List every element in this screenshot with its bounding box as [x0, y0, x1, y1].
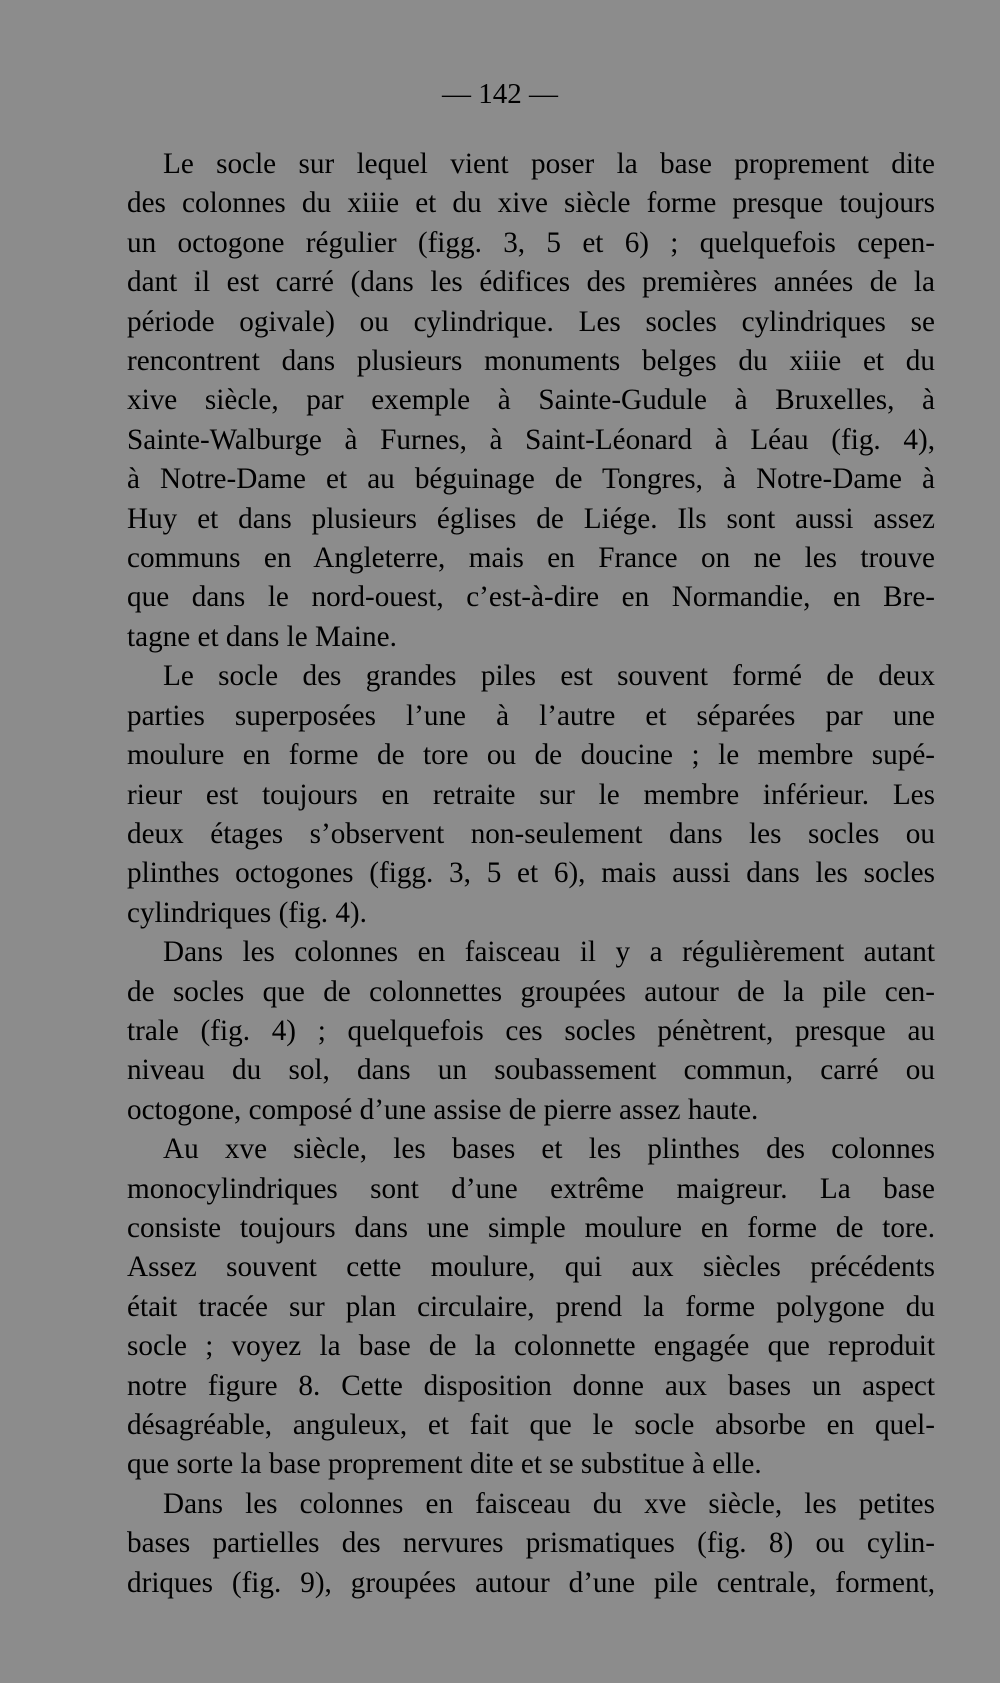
text-line: période ogivale) ou cylindrique. Les socles cylindriques se [127, 305, 935, 338]
paragraph-2 [127, 657, 935, 933]
text-line: que sorte la base proprement dite et se substitue à elle. [127, 1448, 762, 1481]
text-line: niveau du sol, dans un soubassement commun, carré ou [127, 1054, 935, 1087]
text-line: bases partielles des nervures prismatiques (fig. 8) ou cylin- [127, 1527, 935, 1560]
text-line: rencontrent dans plusieurs monuments belges du xiiie et du [127, 345, 935, 378]
paragraph-5 [127, 1485, 935, 1603]
text-line: plinthes octogones (figg. 3, 5 et 6), mais aussi dans les socles [127, 857, 935, 890]
text-line: que dans le nord-ouest, c’est-à-dire en Normandie, en Bre- [127, 581, 935, 614]
page-number: — 142 — [442, 78, 558, 110]
text-line: cylindriques (fig. 4). [127, 896, 367, 929]
text-line: Au xve siècle, les bases et les plinthes des colonnes [163, 1133, 935, 1166]
text-line: deux étages s’observent non-seulement dans les socles ou [127, 817, 935, 850]
text-line: des colonnes du xiiie et du xive siècle forme presque toujours [127, 187, 935, 220]
text-line: octogone, composé d’une assise de pierre assez haute. [127, 1093, 759, 1126]
text-line: Sainte-Walburge à Furnes, à Saint-Léonard à Léau (fig. 4), [127, 423, 935, 456]
text-line: Dans les colonnes en faisceau du xve siècle, les petites [163, 1487, 935, 1520]
paragraph-3 [127, 933, 935, 1130]
text-line: rieur est toujours en retraite sur le membre inférieur. Les [127, 778, 935, 811]
text-line: Dans les colonnes en faisceau il y a régulièrement autant [163, 936, 935, 969]
text-line: désagréable, anguleux, et fait que le socle absorbe en quel- [127, 1409, 935, 1441]
text-line: driques (fig. 9), groupées autour d’une pile centrale, forment, [127, 1566, 935, 1599]
text-line: parties superposées l’une à l’autre et séparées par une [127, 699, 935, 732]
text-line: monocylindriques sont d’une extrême maigreur. La base [127, 1172, 935, 1205]
text-line: Assez souvent cette moulure, qui aux siècles précédents [127, 1251, 935, 1284]
text-line: consiste toujours dans une simple moulure en forme de tore. [127, 1211, 935, 1244]
text-line: était tracée sur plan circulaire, prend la forme polygone du [127, 1290, 935, 1323]
text-line: trale (fig. 4) ; quelquefois ces socles pénètrent, presque au [127, 1014, 935, 1047]
text-line: communs en Angleterre, mais en France on ne les trouve [127, 542, 935, 575]
text-line: Huy et dans plusieurs églises de Liége. Ils sont aussi assez [127, 502, 935, 535]
text-line: Le socle des grandes piles est souvent formé de deux [163, 660, 935, 693]
text-line: un octogone régulier (figg. 3, 5 et 6) ; quelquefois cepen- [127, 226, 935, 259]
text-line: à Notre-Dame et au béguinage de Tongres, à Notre-Dame à [127, 463, 935, 496]
text-line: dant il est carré (dans les édifices des premières années de la [127, 266, 935, 299]
body-text [127, 145, 935, 1603]
text-line: xive siècle, par exemple à Sainte-Gudule à Bruxelles, à [127, 384, 935, 417]
text-line: de socles que de colonnettes groupées autour de la pile cen- [127, 975, 935, 1008]
text-line: moulure en forme de tore ou de doucine ; le membre supé- [127, 739, 935, 772]
paragraph-1 [127, 145, 935, 657]
text-line: socle ; voyez la base de la colonnette engagée que reproduit [127, 1330, 935, 1363]
text-line: tagne et dans le Maine. [127, 620, 397, 653]
text-line: notre figure 8. Cette disposition donne aux bases un aspect [127, 1369, 935, 1402]
text-line: Le socle sur lequel vient poser la base proprement dite [163, 148, 935, 180]
paragraph-4 [127, 1130, 935, 1485]
